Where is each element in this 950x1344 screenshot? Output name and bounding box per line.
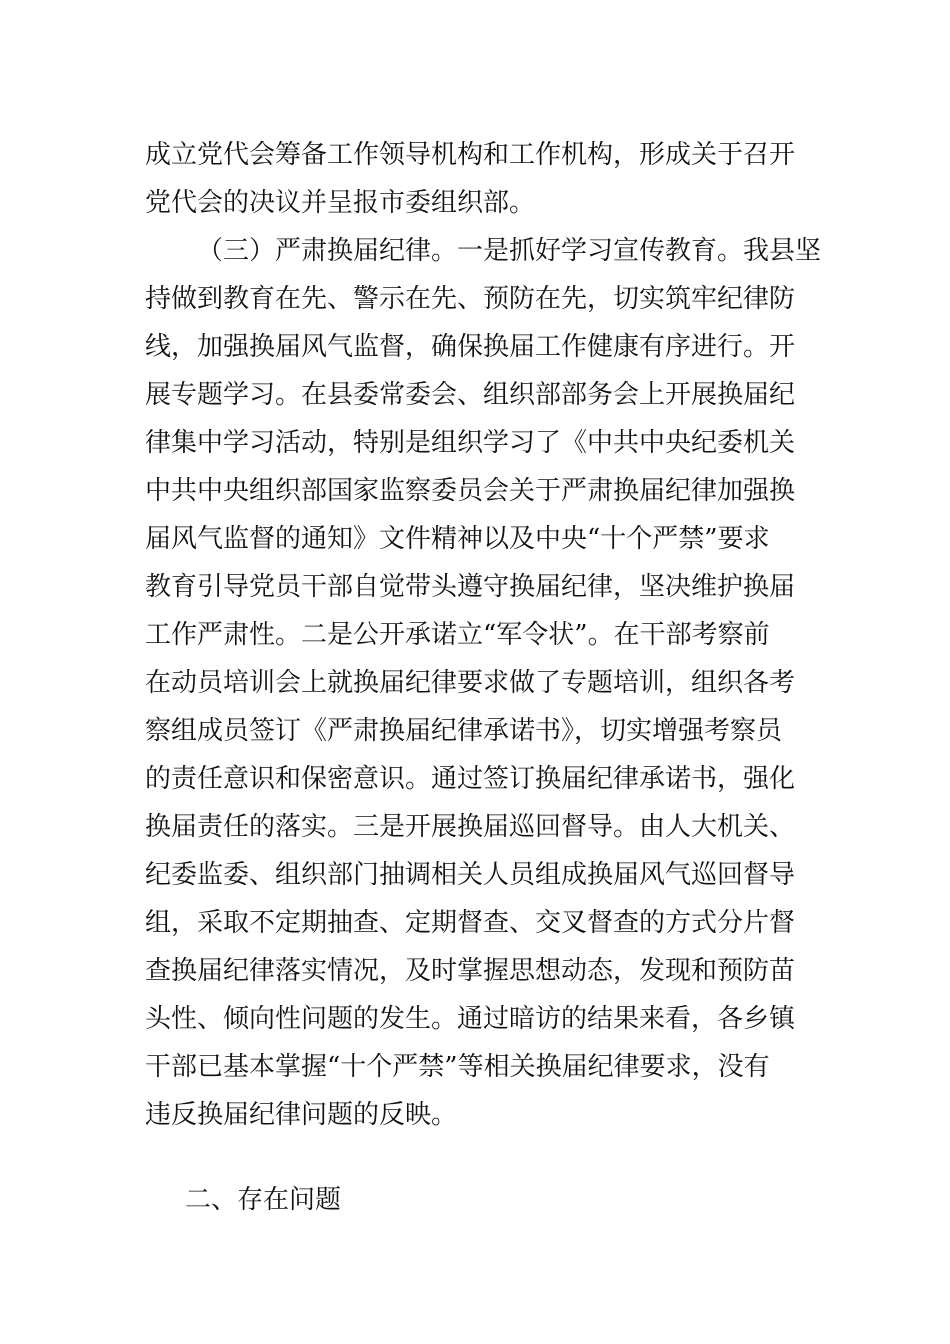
section-heading-line: （三）严肃换届纪律。一是抓好学习宣传教育。我县坚 <box>197 236 822 266</box>
paragraph-line: 持做到教育在先、警示在先、预防在先，切实筑牢纪律防 <box>145 284 796 314</box>
paragraph-line: 违反换届纪律问题的反映。 <box>145 1100 458 1130</box>
paragraph-line: 工作严肃性。二是公开承诺立“军令状”。在干部考察前 <box>145 620 770 650</box>
paragraph-line: 线，加强换届风气监督，确保换届工作健康有序进行。开 <box>145 332 796 362</box>
paragraph-line: 干部已基本掌握“十个严禁”等相关换届纪律要求，没有 <box>145 1052 770 1082</box>
paragraph-line: 届风气监督的通知》文件精神以及中央“十个严禁”要求 <box>145 524 770 554</box>
paragraph-line: 在动员培训会上就换届纪律要求做了专题培训，组织各考 <box>145 668 796 698</box>
section-heading: 二、存在问题 <box>185 1185 342 1215</box>
paragraph-line: 成立党代会筹备工作领导机构和工作机构，形成关于召开 <box>145 140 796 170</box>
paragraph-line: 组，采取不定期抽查、定期督查、交叉督查的方式分片督 <box>145 908 796 938</box>
paragraph-line: 律集中学习活动，特别是组织学习了《中共中央纪委机关 <box>145 428 796 458</box>
paragraph-line: 换届责任的落实。三是开展换届巡回督导。由人大机关、 <box>145 812 796 842</box>
paragraph-line: 展专题学习。在县委常委会、组织部部务会上开展换届纪 <box>145 380 796 410</box>
paragraph-line: 中共中央组织部国家监察委员会关于严肃换届纪律加强换 <box>145 476 796 506</box>
paragraph-line: 的责任意识和保密意识。通过签订换届纪律承诺书，强化 <box>145 764 796 794</box>
paragraph-line: 查换届纪律落实情况，及时掌握思想动态，发现和预防苗 <box>145 956 796 986</box>
paragraph-line: 教育引导党员干部自觉带头遵守换届纪律，坚决维护换届 <box>145 572 796 602</box>
paragraph-line: 头性、倾向性问题的发生。通过暗访的结果来看，各乡镇 <box>145 1004 796 1034</box>
paragraph-line: 党代会的决议并呈报市委组织部。 <box>145 188 536 218</box>
paragraph-line: 察组成员签订《严肃换届纪律承诺书》，切实增强考察员 <box>145 716 783 746</box>
paragraph-line: 纪委监委、组织部门抽调相关人员组成换届风气巡回督导 <box>145 860 796 890</box>
